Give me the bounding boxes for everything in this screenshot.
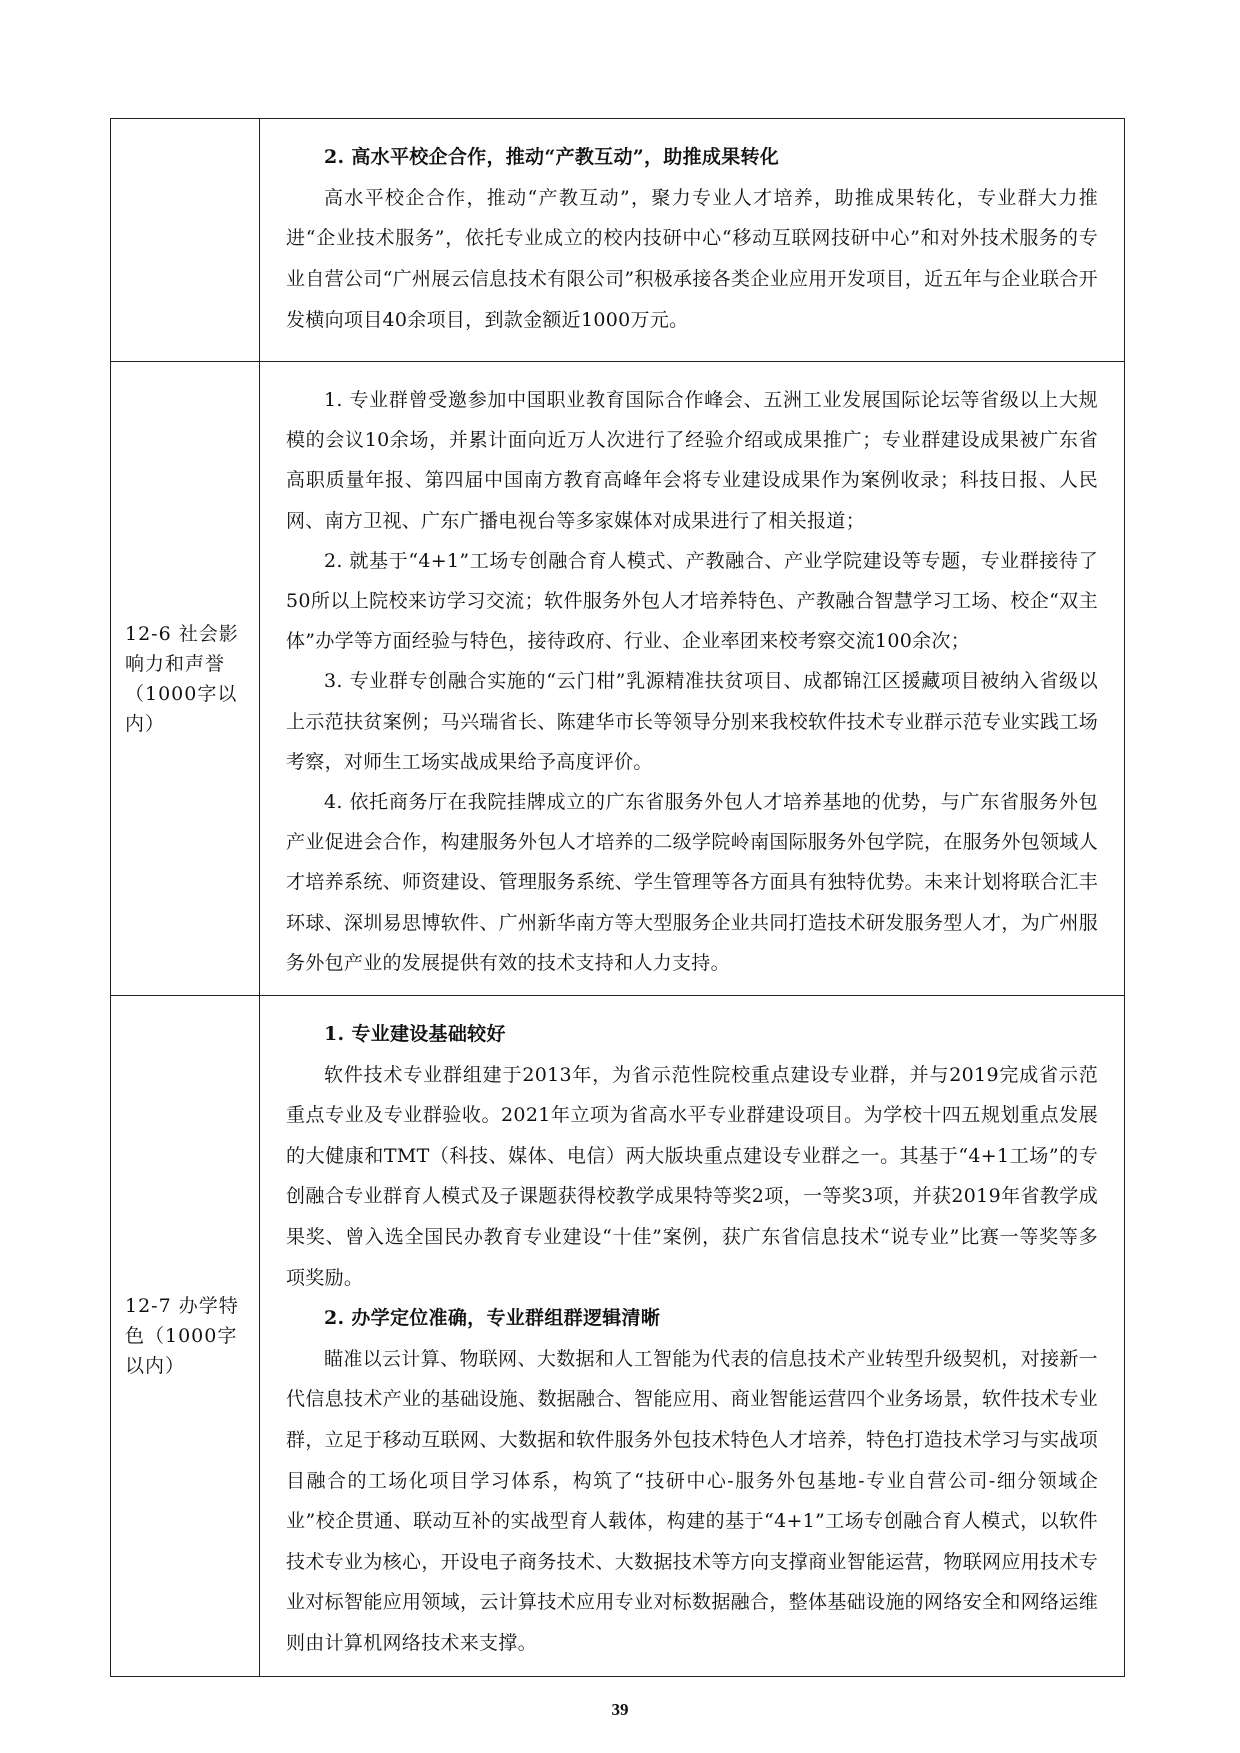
row-label: 12-7 办学特色（1000字以内） <box>125 1294 239 1377</box>
row-content-cell <box>260 996 1125 1677</box>
paragraph: 软件技术专业群组建于2013年，为省示范性院校重点建设专业群，并与2019完成省示范重点专业及专业群验收。2021年立项为省高水平专业群建设项目。为学校十四五规划重点发展的大健康和TMT（科技、媒体、电信）两大版块重点建设专业群之一。其基于“4+1工场”的专创融合专业群育人模式及子课题获得校教学成果特等奖2项，一等奖3项，并获2019年省教学成果奖、曾入选全国民办教育专业建设“十佳”案例，获广东省信息技术“说专业”比赛一等奖等多项奖励。 <box>286 1063 1098 1289</box>
row-content-cell <box>260 119 1125 362</box>
page-number: 39 <box>611 1700 629 1719</box>
paragraph: 4. 依托商务厅在我院挂牌成立的广东省服务外包人才培养基地的优势，与广东省服务外包产业促进会合作，构建服务外包人才培养的二级学院岭南国际服务外包学院，在服务外包领域人才培养系统、师资建设、管理服务系统、学生管理等各方面具有独特优势。未来计划将联合汇丰环球、深圳易思博软件、广州新华南方等大型服务企业共同打造技术研发服务型人才，为广州服务外包产业的发展提供有效的技术支持和人力支持。 <box>286 791 1098 974</box>
row-label-cell <box>111 119 260 362</box>
row-content-cell <box>260 362 1125 996</box>
content-table <box>110 118 1125 1677</box>
section-heading: 1. 专业建设基础较好 <box>324 1023 506 1046</box>
row-label-cell <box>111 996 260 1677</box>
paragraph: 3. 专业群专创融合实施的“云门柑”乳源精准扶贫项目、成都锦江区援藏项目被纳入省级以上示范扶贫案例；马兴瑞省长、陈建华市长等领导分别来我校软件技术专业群示范专业实践工场考察，对师生工场实战成果给予高度评价。 <box>286 670 1098 773</box>
section-heading: 2. 高水平校企合作，推动“产教互动”，助推成果转化 <box>324 146 780 168</box>
table-row <box>111 119 1125 362</box>
section-heading: 2. 办学定位准确，专业群组群逻辑清晰 <box>324 1307 661 1330</box>
table-row <box>111 996 1125 1677</box>
paragraph: 瞄准以云计算、物联网、大数据和人工智能为代表的信息技术产业转型升级契机，对接新一代信息技术产业的基础设施、数据融合、智能应用、商业智能运营四个业务场景，软件技术专业群，立足于移动互联网、大数据和软件服务外包技术特色人才培养，特色打造技术学习与实战项目融合的工场化项目学习体系，构筑了“技研中心-服务外包基地-专业自营公司-细分领域企业”校企贯通、联动互补的实战型育人载体，构建的基于“4+1”工场专创融合育人模式，以软件技术专业为核心，开设电子商务技术、大数据技术等方向支撑商业智能运营，物联网应用技术专业对标智能应用领域，云计算技术应用专业对标数据融合，整体基础设施的网络安全和网络运维则由计算机网络技术来支撑。 <box>286 1347 1098 1654</box>
paragraph: 1. 专业群曾受邀参加中国职业教育国际合作峰会、五洲工业发展国际论坛等省级以上大规模的会议10余场，并累计面向近万人次进行了经验介绍或成果推广；专业群建设成果被广东省高职质量年报、第四届中国南方教育高峰年会将专业建设成果作为案例收录；科技日报、人民网、南方卫视、广东广播电视台等多家媒体对成果进行了相关报道； <box>286 389 1098 532</box>
paragraph: 2. 就基于“4+1”工场专创融合育人模式、产教融合、产业学院建设等专题，专业群接待了50所以上院校来访学习交流；软件服务外包人才培养特色、产教融合智慧学习工场、校企“双主体”办学等方面经验与特色，接待政府、行业、企业率团来校考察交流100余次； <box>286 549 1098 653</box>
row-label: 12-6 社会影响力和声誉（1000字以内） <box>125 622 239 735</box>
row-label-cell <box>111 362 260 996</box>
paragraph: 高水平校企合作，推动“产教互动”，聚力专业人才培养，助推成果转化，专业群大力推进“企业技术服务”，依托专业成立的校内技研中心“移动互联网技研中心”和对外技术服务的专业自营公司“广州展云信息技术有限公司”积极承接各类企业应用开发项目，近五年与企业联合开发横向项目40余项目，到款金额近1000万元。 <box>286 186 1098 331</box>
table-row <box>111 362 1125 996</box>
